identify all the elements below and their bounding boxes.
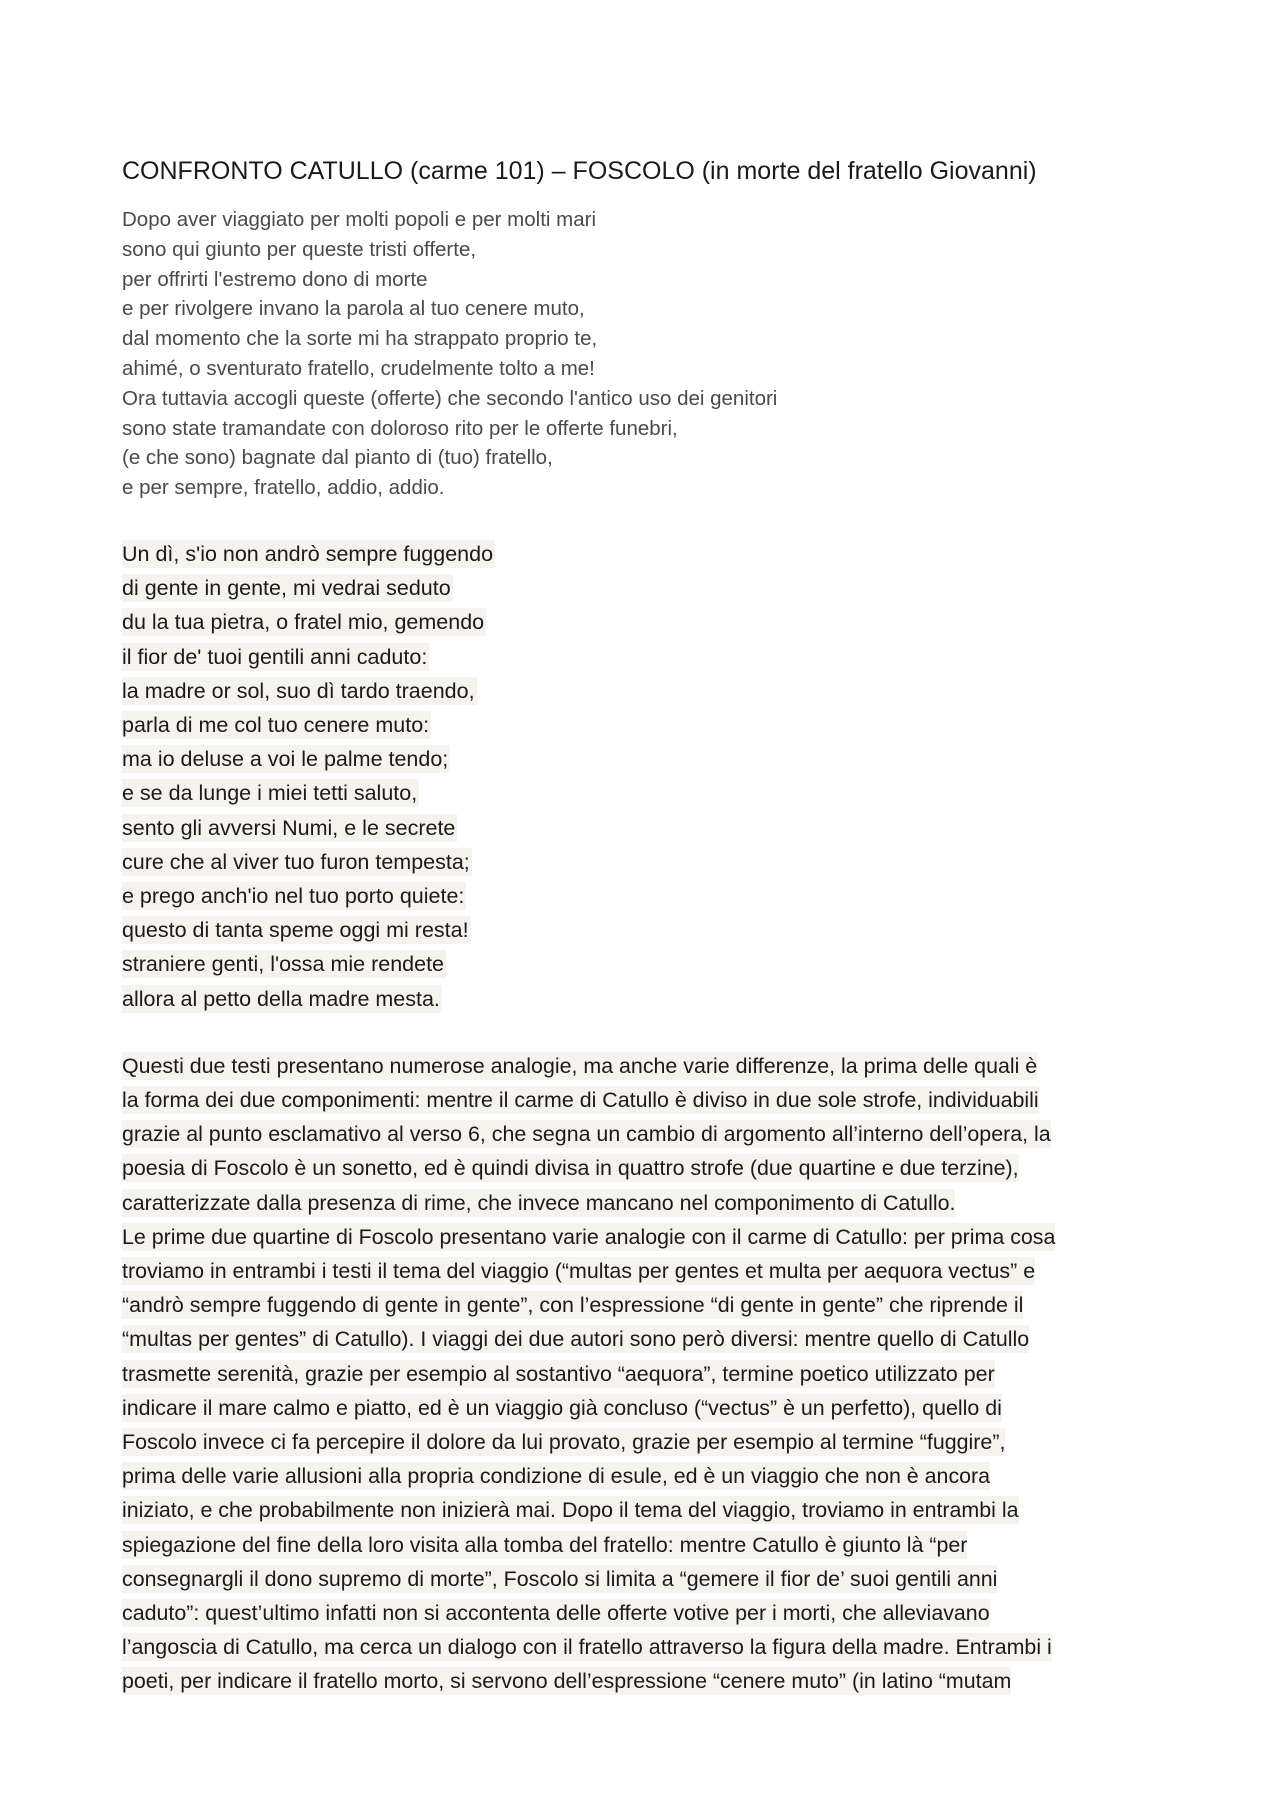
sonnet-line: ma io deluse a voi le palme tendo; [122, 747, 449, 772]
analysis-line: iniziato, e che probabilmente non inizierà mai. Dopo il tema del viaggio, troviamo in entrambi la [122, 1498, 1019, 1523]
analysis-line: “andrò sempre fuggendo di gente in gente”, con l’espressione “di gente in gente” che riprende il [122, 1293, 1024, 1318]
analysis-line: caratterizzate dalla presenza di rime, che invece mancano nel componimento di Catullo. [122, 1190, 956, 1215]
analysis-line: prima delle varie allusioni alla propria condizione di esule, ed è un viaggio che non è ancora [122, 1464, 991, 1489]
sonnet-line: e prego anch'io nel tuo porto quiete: [122, 884, 465, 908]
translation-line: e per sempre, fratello, addio, addio. [122, 476, 445, 500]
sonnet-line: Un dì, s'io non andrò sempre fuggendo [122, 541, 494, 566]
sonnet-line: di gente in gente, mi vedrai seduto [122, 576, 451, 601]
analysis-line: trasmette serenità, grazie per esempio al sostantivo “aequora”, termine poetico utilizzato per [122, 1361, 995, 1386]
sonnet-line: il fior de' tuoi gentili anni caduto: [122, 644, 428, 669]
analysis-line: grazie al punto esclamativo al verso 6, che segna un cambio di argomento all’interno dell’opera, la [122, 1122, 1051, 1147]
translation-line: per offrirti l'estremo dono di morte [122, 267, 428, 291]
foscolo-sonnet [122, 537, 1172, 1016]
translation-line: dal momento che la sorte mi ha strappato proprio te, [122, 327, 598, 351]
analysis-line: Le prime due quartine di Foscolo presentano varie analogie con il carme di Catullo: per prima cosa [122, 1224, 1056, 1249]
sonnet-line: sento gli avversi Numi, e le secrete [122, 815, 456, 840]
translation-line: Ora tuttavia accogli queste (offerte) che secondo l'antico uso dei genitori [122, 386, 778, 410]
translation-line: (e che sono) bagnate dal pianto di (tuo) fratello, [122, 446, 553, 470]
analysis-line: poesia di Foscolo è un sonetto, ed è quindi divisa in quattro strofe (due quartine e due terzine), [122, 1156, 1019, 1181]
analysis-paragraph [122, 1049, 1172, 1699]
analysis-line: consegnargli il dono supremo di morte”, Foscolo si limita a “gemere il fior de’ suoi gentili anni [122, 1566, 998, 1591]
analysis-line: “multas per gentes” di Catullo). I viaggi dei due autori sono però diversi: mentre quello di Catullo [122, 1327, 1030, 1352]
sonnet-line: la madre or sol, suo dì tardo traendo, [122, 678, 475, 703]
analysis-line: la forma dei due componimenti: mentre il carme di Catullo è diviso in due sole strofe, individuabili [122, 1088, 1039, 1113]
sonnet-line: parla di me col tuo cenere muto: [122, 712, 430, 737]
sonnet-line: allora al petto della madre mesta. [122, 986, 440, 1011]
document-title: CONFRONTO CATULLO (carme 101) – FOSCOLO (in morte del fratello Giovanni) [122, 157, 1037, 185]
analysis-line: Questi due testi presentano numerose analogie, ma anche varie differenze, la prima delle quali è [122, 1053, 1038, 1078]
translation-line: ahimé, o sventurato fratello, crudelmente tolto a me! [122, 356, 595, 380]
analysis-line: indicare il mare calmo e piatto, ed è un viaggio già concluso (“vectus” è un perfetto), quello di [122, 1395, 1002, 1420]
catullo-translation [122, 205, 1172, 503]
analysis-line: Foscolo invece ci fa percepire il dolore da lui provato, grazie per esempio al termine “fuggire”, [122, 1430, 1006, 1455]
translation-line: Dopo aver viaggiato per molti popoli e per molti mari [122, 208, 597, 231]
analysis-line: caduto”: quest’ultimo infatti non si accontenta delle offerte votive per i morti, che alleviavano [122, 1601, 990, 1626]
sonnet-line: straniere genti, l'ossa mie rendete [122, 952, 444, 977]
sonnet-line: du la tua pietra, o fratel mio, gemendo [122, 610, 485, 635]
translation-line: sono qui giunto per queste tristi offerte, [122, 237, 477, 261]
analysis-line: poeti, per indicare il fratello morto, si servono dell’espressione “cenere muto” (in latino “mutam [122, 1669, 1012, 1694]
sonnet-line: cure che al viver tuo furon tempesta; [122, 849, 470, 874]
translation-line: e per rivolgere invano la parola al tuo cenere muto, [122, 297, 585, 321]
analysis-line: l’angoscia di Catullo, ma cerca un dialogo con il fratello attraverso la figura della madre. Entrambi i [122, 1635, 1052, 1660]
analysis-line: spiegazione del fine della loro visita alla tomba del fratello: mentre Catullo è giunto là “per [122, 1532, 968, 1557]
document-page [122, 155, 1172, 1699]
sonnet-line: questo di tanta speme oggi mi resta! [122, 918, 469, 943]
sonnet-line: e se da lunge i miei tetti saluto, [122, 781, 418, 806]
analysis-line: troviamo in entrambi i testi il tema del viaggio (“multas per gentes et multa per aequora vectus” e [122, 1259, 1036, 1284]
translation-line: sono state tramandate con doloroso rito per le offerte funebri, [122, 416, 678, 440]
